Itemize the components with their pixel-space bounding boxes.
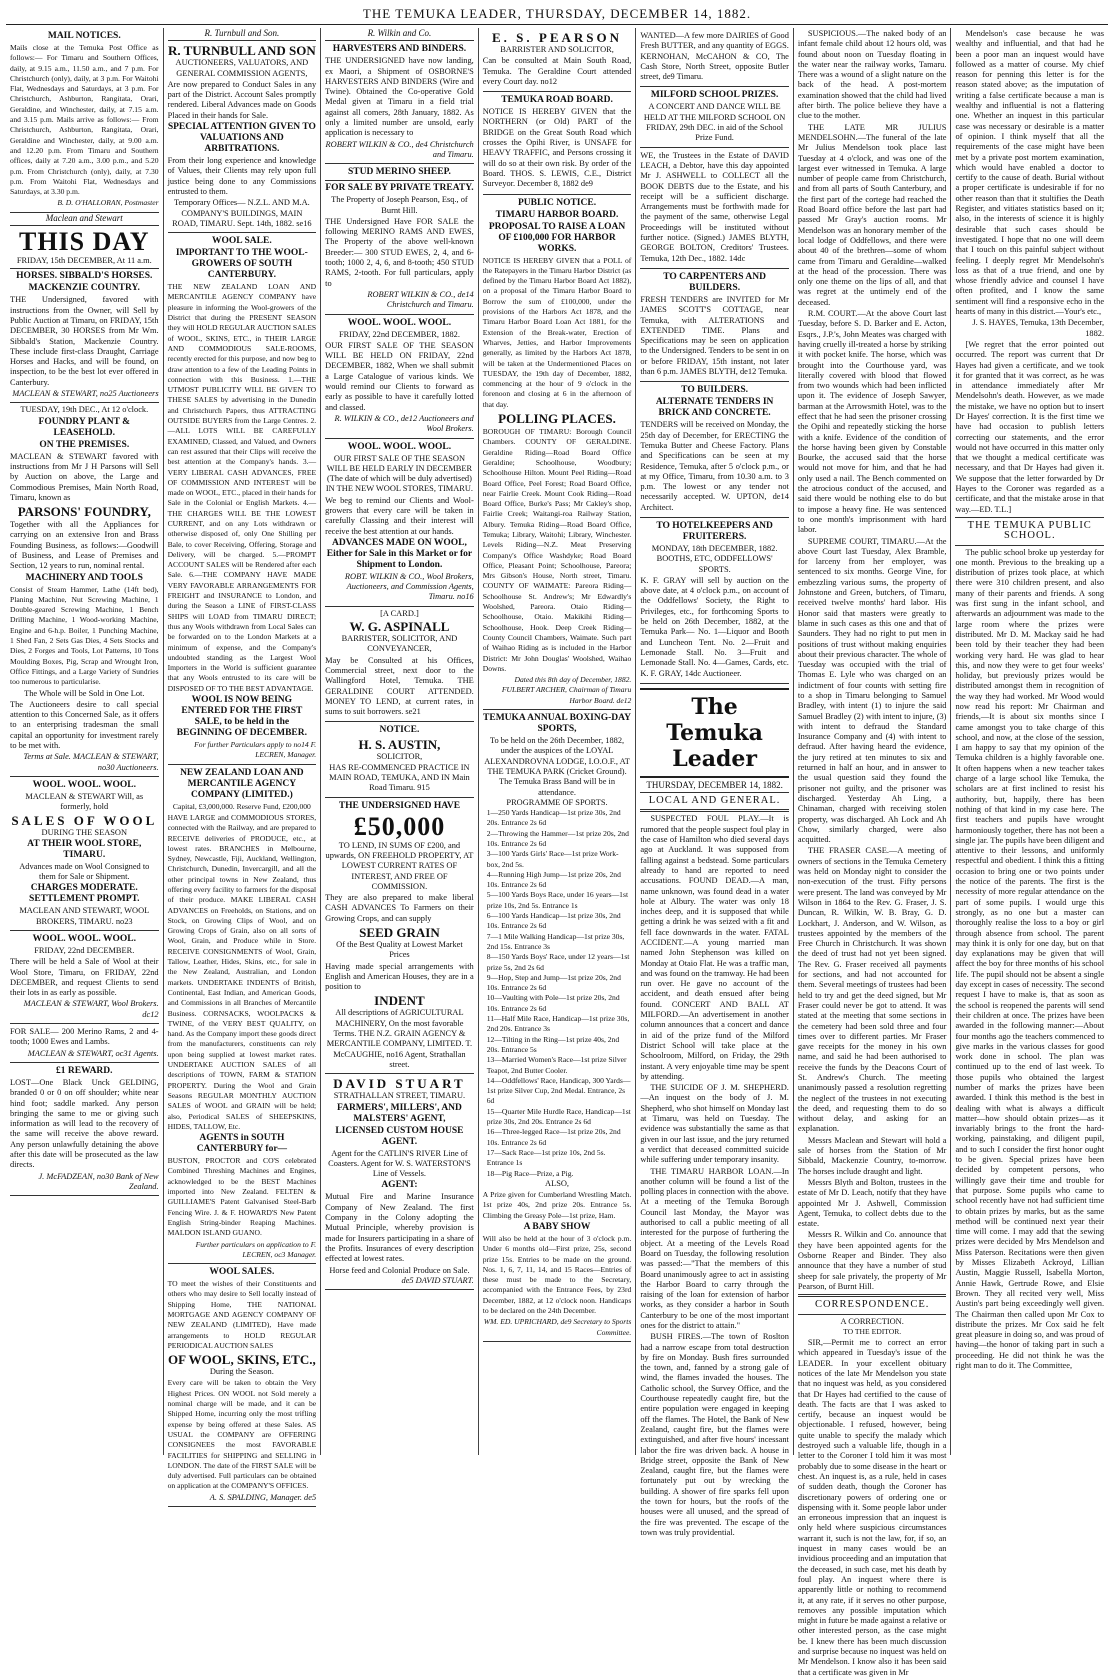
this-day-date: FRIDAY, 15th DECEMBER, At 11 a.m. — [16, 256, 152, 266]
stuart-signature: de5 DAVID STUART. — [401, 1275, 474, 1285]
stuart-agent: Agent for the CATLIN'S RIVER Line of Coasters. Agent for W. S. WATERSTON'S Line of Vessels. — [328, 1148, 471, 1179]
carpenters-heading: TO CARPENTERS AND BUILDERS. — [663, 271, 766, 293]
premises-heading: ON THE PREMISES. — [39, 439, 130, 450]
first-sale-2-text: We beg to remind our Clients and Wool-growers that every care will be taken in carefully Classing and their interest will receive the best attention at our hands. — [325, 495, 474, 536]
columns — [6, 28, 1108, 1677]
also-text: A Prize given for Cumberland Wrestling Match. 1st prize 40s, 2nd prize 20s. Entrance 5s. Climbing the Greasy Pole—1st prize, Ham. — [482, 1190, 632, 1220]
wool-ad-intro: MACLEAN & STEWART Will, as formerly, hold — [25, 791, 144, 812]
column-4 — [479, 28, 637, 1455]
column-6 — [794, 28, 952, 1677]
harbor-loan-heading: PROPOSAL TO RAISE A LOAN OF £100,000 FOR HARBOR WORKS. — [488, 221, 626, 254]
friday22-heading: FRIDAY, 22nd DECEMBER. — [34, 946, 135, 955]
whole-lot: The Whole will be Sold in One Lot. — [24, 688, 145, 698]
stuart-heading: DAVID STUART — [333, 1076, 466, 1092]
turnbull-sub: AUCTIONEERS, VALUATORS, AND GENERAL COMMISSION AGENTS, — [175, 58, 309, 78]
undersigned-heading: THE UNDERSIGNED HAVE — [338, 800, 461, 811]
parsons-foundry: PARSONS' FOUNDRY, — [17, 504, 151, 520]
austin-sub: SOLICITOR, — [376, 752, 423, 762]
stud-text-2: THE Undersigned Have FOR SALE the following MERINO RAMS AND EWES, The Property of the above well-known Breeder:— 300 STUD EWES, 2, 4, and 6-tooth; 1000 2, 4, 6, and 8-tooth; 450 STUD RAMS, 2-tooth. For full particulars, apply to — [325, 216, 474, 288]
tuesday-date: TUESDAY, 19th DEC., At 12 o'clock. — [20, 405, 149, 415]
money-amount: £50,000 — [353, 811, 446, 841]
stuart-sub-3: LICENSED CUSTOM HOUSE AGENT. — [335, 1125, 464, 1147]
maclean-text: Messrs Maclean and Stewart will hold a sale of horses from the Station of Mr Sibbald, Mackenzie Country, to-morrow. The horses include draught and light. — [797, 1135, 947, 1176]
harbor-heading: TIMARU HARBOR BOARD. — [495, 209, 619, 220]
wilkin-tag: R. Wilkin and Co. — [325, 28, 474, 41]
grain-agency-ad — [325, 798, 474, 1075]
pearson-sub: BARRISTER AND SOLICITOR, — [500, 45, 614, 54]
this-day-ad — [10, 226, 159, 403]
local-text: SUSPECTED FOUL PLAY.—It is rumored that the people suspect foul play in the case of Hamilton who died several days ago at Auckland. It was supposed from falling against a bedstead. Some particulars already to hand are reported to need accusations. FOUND DEAD.—A man, name unknown, was found dead in a water hole at Albury. The water was only 18 inches deep, and it is supposed that while getting a drink he was seized with a fit and fell face downwards in the water. FATAL ACCIDENT.—A young married man named John Stephenson was killed on Monday at Otaio Flat. He was a traffic man, and was found on the tramway. He had been run over. He gave no account of the accident, and death ensued after being found. CONCERT AND BALL AT MILFORD.—An advertisement in another column announces that a concert and dance in aid of the prize fund of the Milford District School will take place at the Schoolroom, Milford, on Friday, the 29th instant. A very enjoyable time may be spent by attending. — [640, 814, 789, 1081]
blyth-text: Messrs Blyth and Bolton, trustees in the estate of Mr D. Leach, notify that they have appointed Mr J. Ashwell, Commission Agent, Temuka, to collect debts due to the estate. — [797, 1177, 947, 1229]
pearson-heading: E. S. PEARSON — [492, 30, 623, 45]
gray-text: K. F. GRAY will sell by auction on the above date, at 4 o'clock p.m., on account of the Oddfellows' Society, the Right to Privileges, etc., for forthcoming Sports to be held on 26th December, 1882, at the Temuka Park— No. 1—Liquor and Booth and Luncheon Tent. No. 2—Fruit and Lemonade Stall. No. 3—Fruit and Lemonade Stall. No. 4—Games, Cards, etc. K. F. GRAY, 14dc Auctioneer. — [640, 575, 789, 678]
stud-heading: STUD MERINO SHEEP. — [348, 167, 451, 178]
public-school-text: The public school broke up yesterday for one month. Previous to the breaking up a distribution of prizes took place, at which there were 310 children present, and also many of their parents and friends. A song was first sung in the infant school, and afterwards an adjournment was made to the large room where the prizes were distributed. Mr D. M. Mackay said he had been told by their teacher they had been working very hard. He was glad to hear this, and now they were to get four weeks' holiday, but previously prizes would be distributed amongst them in recognition of the way they had worked. Mr Wood would now read his report: Mr Chairman and friends,—It is about six months since I came amongst you to take charge of this school, and now, at the close of the session, I am happy to say that my opinion of the Temuka children is a highly favorable one. It often happens when a new teacher takes charge of a large school like Temuka, the scholars are at first inclined to resist his authority, but, happily, there has been nothing of that kind in my case here. The first teachers and pupils have wrought harmoniously together, there has not been a single jar. The pupils have been diligent and attentive to their lessons, and uniformly respectful and obedient. I think this a fitting occasion to bring one or two points under the notice of the parents. The first is the necessity of more regular attendance on the part of some pupils. I would urge this strongly, as no one but a master can thoroughly realise the loss to a boy or girl through absence from school. The parent may think it is only for one day, but on that day explanations may be given that will affect the boy for three months of his school life. The pupil should not be absent a single day except in cases of necessity. The second request I have to make is, that as soon as the school is reopened the parents will send their children at once. The prizes have been awarded in the following manner:—About four months ago the teachers commenced to give marks in the various classes for good work done in school. The plan was continued up to the end of last week. To those pupils who obtained the largest number of marks the prizes have been awarded. I think this method is the best in dealing with what is always a difficult matter—how should obtain prizes—as it invariably brings to the front the hard-working, painstaking, and diligent pupil, and to such I consider the first honor ought to be given. Special prizes have been decided by competent persons, who willingly gave their time and trouble for that purpose. Some pupils who came to school recently have not had sufficient time to obtain prizes by marks, but as the same method will be continued next year their time will come. I may add that the sewing prizes were decided by Mrs Mendelson and Miss Paterson. Recitations were then given by Misses Elizabeth Ackroyd, Lillian Austin, Maggie Russell, Isabella Morton, Annie Hawk, Gertrude Rowe, and Elsie Brown. They all recited very well, Miss Austin's part being exceedingly well given. The Chairman then called upon Mr Cox to distribute the prizes. Mr Cox said he felt great pleasure in doing so, and was proud of having—the honor of taking part in such a proceeding. He did not think he was the right man to do it. The Committee, — [955, 547, 1105, 1370]
road-board-heading: TEMUKA ROAD BOARD. — [501, 95, 613, 106]
leader-date: THURSDAY, DECEMBER 14, 1882. — [640, 778, 789, 793]
turnbull-ad — [168, 41, 317, 233]
reward-heading: £1 REWARD. — [56, 1065, 113, 1076]
suspicious-text: SUSPICIOUS.—The naked body of an infant female child about 12 hours old, was found about noon on Tuesday floating in the water near the railway works, Tamaru. There was a wound of a slight nature on the back of the head. A post-mortem examination showed that the child had lived after birth. The police believe they have a clue to the mother. — [797, 29, 947, 121]
advances-heading: ADVANCES MADE ON WOOL, Either for Sale in this Market or for Shipment to London. — [326, 537, 473, 570]
foundry-ad — [10, 403, 159, 777]
column-1 — [6, 28, 164, 1455]
mail-notices-heading: MAIL NOTICES. — [47, 31, 121, 41]
private-treaty: FOR SALE BY PRIVATE TREATY. — [325, 183, 474, 194]
first-sale-2: OUR FIRST SALE OF THE SEASON WILL BE HELD EARLY IN DECEMBER (The date of which will be duly advertised) IN THE NEW WOOL STORES, TIMARU. — [325, 453, 473, 494]
list-item: 4—Running High Jump—1st prize 20s, 2nd 10s. Entrance 2s 6d — [486, 869, 621, 890]
stud-signature: ROBERT WILKIN & CO., de14 Christchurch and Timaru. — [367, 289, 474, 310]
austin-heading: H. S. AUSTIN, — [358, 737, 441, 753]
baby-signature: WM. ED. UPRICHARD, de9 Secretary to Sports Committee. — [483, 1317, 632, 1337]
column-3 — [321, 28, 479, 1455]
wilkin-wool-ad — [325, 315, 474, 439]
hotelkeepers-heading: TO HOTELKEEPERS AND FRUITERERS. — [656, 520, 773, 542]
editor-note: [We regret that the error pointed out occurred. The report was current that Dr Hayes had given a certificate, and we took it for granted that it was correct, as he was in attendance immediately after Mr Mendelsohn's death. However, as we made the mistake, we have no option but to insert Dr Hayes' correction. It is the first time we have had occasion to publish letters correcting our statements, and the error would not have occurred in this matter only that we thought a medical certificate was necessary, and that Dr Hayes had given it. We suppose that the letter forwarded by Dr Hayes to the Coroner was regarded as a certificate, and that the mistake arose in that way.—ED. T.L.] — [955, 339, 1105, 514]
leach-ad — [640, 148, 789, 269]
list-item: 17—Sack Race—1st prize 10s, 2nd 5s. Entrance 1s — [486, 1147, 606, 1168]
machinery-text: Consist of Steam Hammer, Lathe (14ft bed), Planing Machine, Nut Screwing Machine, 1 Double-geared Screwing Machine, 1 Bench Drilling Machine, 1 Wood-working Machine, Engine and 6-h.p. Boiler, 1 Punching Machine, 1 Shed Fan, 2 Sets Gas Dies, 4 Sets Stocks and Dies, 2 Forges and Tools, Lot Patterns, 10 Tons Moulding Boxes, Pig, Scrap and Wrought Iron, Office Fittings, and a Large Variety of Sundries too numerous to particularise. — [10, 584, 159, 687]
local-general-heading: LOCAL AND GENERAL. — [648, 795, 781, 807]
dated-signature: Dated this 8th day of December, 1882. FULBERT ARCHER, Chairman of Timaru Harbor Board. de12 — [501, 675, 632, 705]
special-text: From their long experience and knowledge of Values, their Clients may rely upon full justice being done to any Commissions entrusted to them. — [167, 156, 317, 196]
have-large-text: HAVE LARGE and COMMODIOUS STORES, connected with the Railway, and are prepared to RECEIVE deliveries of PRODUCE, etc., at lowest rates. BRANCHES in Melbourne, Sydney, Newcastle, Fiji, Auckland, Wellington, Christchurch, Dunedin, Invercargill, and all the other principal towns in New Zealand, thus offering every facility to farmers for the disposal of their produce. MAKE LIBERAL CASH ADVANCES on Freeholds, on Stations, and on Stock, on Growing Clips of Wool, and on Growing Crops of Grain, also on all sorts of Wool, Grain, and Produce while in Store. RECEIVE CONSIGNMENTS of Wool, Grain, Tallow, Leather, Hides, Skins, etc., for sale in the New Zealand, Australian, and London markets. UNDERTAKE INDENTS of British, Continental, East Indian, and American Goods, and Commissions in all Branches of Mercantile Business. CORNSACKS, WOOLPACKS & TWINE, of the VERY BEST QUALITY, on hand. As the Company import these goods direct from the manufacturers, constituents can rely upon being supplied at lowest market rates. UNDERTAKE AUCTION SALES of all descriptions of TOWN, FARM & STATION PROPERTY. During the Wool and Grain Seasons REGULAR MONTHLY AUCTION SALES of WOOL and GRAIN will be held; also, Periodical SALES of SHEEPSKINS, HIDES, TALLOW, Etc. — [167, 812, 317, 1131]
wool-sale-heading: WOOL SALE. — [212, 236, 272, 247]
wilkin-text: Messrs R. Wilkin and Co. announce that they have been appointed agents for the Osborne Reaper and Binder. They also announce that they have a number of stud sheep for sale privately, the property of Mr Pearson, of Burnt Hill. — [797, 1230, 947, 1291]
list-item: 5—100 Yards Boys Race, under 16 years—1st prize 10s, 2nd 5s. Entrance 1s — [486, 890, 629, 910]
mendelsohn-text: THE LATE MR JULIUS MENDELSOHN.—The funeral of the late Mr Julius Mendelson took place last Tuesday at 4 o'clock, and was one of the largest ever witnessed in Temuka. A large number of people came from Christchurch, and from all parts of South Canterbury, and the first part of the cortege had reached the Road Board office before the last part had passed Mr Gray's auction rooms. Mr Mendelson was an honorary member of the local lodge of Oddfellows, and there were about 40 of the brethren—some of whom came from Timaru and Geraldine—walked at the head of the procession. There was only one theme on the lips of all, and that was regret at the untimely end of the deceased. — [797, 122, 947, 307]
seed-text: Of the Best Quality at Lowest Market Prices — [336, 940, 463, 960]
supreme-court-text: SUPREME COURT, TIMARU.—At the above Court last Tuesday, Alex Bramble, for larceny from her employer, was sentenced to six months. George Vine, for embezzling various sums, the property of Johnstone and Green, butchers, of Timaru, received twelve months' hard labor. His Honor said that masters were greatly to blame in such cases as this one and that of Saunders. They had no right to put men in positions of trust without making enquiries about their previous character. The whole of Tuesday was occupied with the trial of Thomas E. Lyle who was charged on an indictment of four counts with setting fire to a shop in Timaru belonging to Samuel Bradley, with intent (1) to injure the said Samuel Bradley (2) with intent to injure, (3) with intent to defraud the Standard Insurance Company and (4) with intent to defraud. After having heard the evidence, the jury retired at ten minutes to six and returned in half an hour, and in answer to the usual question said they found the prisoner not guilty, and the prisoner was discharged. Yesterday Ah Ling, a Chinaman, charged with receiving stolen property, was discharged. Ah Lock and Ah Chow, similarly charged, were also acquitted. — [797, 536, 947, 845]
hayes-signature: J. S. HAYES, Temuka, 13th December, 1882. — [972, 318, 1105, 338]
machinery-heading: MACHINERY AND TOOLS — [25, 572, 143, 583]
alternate-tenders: ALTERNATE TENDERS IN BRICK AND CONCRETE. — [655, 397, 774, 419]
list-item: 16—Three-legged Race—1st prize 20s, 2nd 10s. Entrance 2s 6d — [486, 1127, 621, 1147]
indent-text: All descriptions of AGRICULTURAL MACHINERY, On the most favorable Terms. THE N.Z. GRAIN AGENCY & MERCANTILE COMPANY, LIMITED. T. McCAUGHIE, no16 Agent, Strathallan street. — [326, 1008, 473, 1069]
fraser-case-text: THE FRASER CASE.—A meeting of owners of sections in the Temuka Cemetery was held on Monday night to consider the non-execution of the trust. Fifty persons were present. The land was conveyed by Mr Wilson in 1864 to the Rev. G. Fraser, J. S. Duncan, R. Wilkin, W. B. Bray, G. D. Lockhart, J. Anderson, and W. Wilson, as trustees appointed by the members of the Free Church in Christchurch. It was shown the deed of trust had not yet been signed. The Rev. G. Fraser received all payments for sections, and had not accounted for them. Several meetings of trustees had been held to try and get the deed signed, but Mr Fraser could never be got to attend. It was stated at the meeting that some sections in the cemetery had been sold three and four times over to different parties. Mr Fraser gave receipts for the money in his own name, and said he had been authorised to receive the funds by the Deacons Court of St. Andrew's Church. The meeting unanimously passed a resolution regretting the neglect of the trustees in not executing the deed, and requesting them to do so without delay, and asking for an explanation. — [797, 846, 947, 1134]
nz-loan-heading: NEW ZEALAND LOAN AND MERCANTILE AGENCY COMPANY (LIMITED.) — [180, 767, 304, 800]
list-item: 6—100 Yards Handicap—1st prize 30s, 2nd 10s. Entrance 2s 6d — [486, 911, 621, 931]
harbor-text: NOTICE IS HEREBY GIVEN that a POLL of the Ratepayers in the Timaru Harbor District (as defined by the Timaru Harbor Board Act 1882), on a proposal of the Timaru Harbor Board to Borrow the sum of £100,000, under the provisions of the Harbors Act 1878, and the Timaru Harbor Board Loan Act 1881, for the Extension of the Break-water, Erection of Wharves, Jetties, and Harbor Improvements generally, as limited by the Harbors Act 1878, will be taken at the Undermentioned Places on TUESDAY, the 19th day of December, 1882, commencing at the hour of 9 o'clock in the forenoon and closing at 6 in the afternoon of that day. — [482, 255, 632, 409]
turnbull-text: Are now prepared to Conduct Sales in any part of the District. Account Sales promptly rendered. Liberal Advances made on Goods Placed in their hands for Sale. — [167, 79, 317, 120]
suicide-text: THE SUICIDE OF J. M. SHEPHERD.—An inquest on the body of J. M. Shepherd, who shot himself on Monday last at Timaru, was held on Tuesday. The evidence was substantially the same as that given in our last issue, and the jury returned a verdict that deceased committed suicide while suffering under temporary insanity. — [640, 1083, 789, 1165]
hotelkeepers-ad — [640, 518, 789, 684]
agents-heading: AGENTS in SOUTH CANTERBURY for— — [196, 1133, 288, 1155]
card-tag: [A CARD.] — [380, 608, 419, 618]
agent-heading: AGENT: — [381, 1180, 418, 1191]
seed-grain: SEED GRAIN — [359, 925, 440, 940]
foundry-text-2: Together with all the Appliances for carrying on an extensive Iron and Brass Founding Business, as follows:—Goodwill of Business, and Lease of Premises and Section, 12 years to run, nominal rental. — [10, 520, 159, 571]
charges: CHARGES MODERATE. SETTLEMENT PROMPT. — [29, 883, 140, 905]
programme-heading: PROGRAMME OF SPORTS. — [506, 797, 608, 807]
turnbull-heading: R. TURNBULL AND SON — [167, 43, 316, 59]
carpenters-ad — [640, 269, 789, 382]
list-item: 13—Married Women's Race—1st prize Silver Teapot, 2nd Butter Cooler. — [486, 1055, 627, 1075]
correspondence-text: SIR,—Permit me to correct an error which appeared in Tuesday's issue of the LEADER. In your excellent obituary notices of the late Mr Mendelson you state that no inquest was held, as you considered that Dr Hayes had certified to the cause of death. The facts are that I was asked to certify, because an inquest would be objectionable. I refused, however, being quite unable to specify the malady which destroyed such a valuable life, though in a letter to the Coroner I told him it was most probably due to some disease in the heart or chest. An inquest is, as a rule, held in cases of sudden death, though the Coroner has discretionary powers of ordering one or dispensing with it. Some people labor under an erroneous impression that an inquest is only held where suspicious circumstances warrant it, such is not the law, for, if so, an inquest in many cases would be an invidious proceeding and an imputation that the deceased, in such case, met his death by foul play. An inquest where there is apparently little or nothing to recommend it, at any rate, if it serves no other purpose, removes any possible imputation which might in future be made against a relative or other interested person, as the case might be. I knew there has been much discussion and surprise because no inquest was held on Mr Mendelson. I know also it has been said that a certificate was given in Mr — [797, 1338, 947, 1677]
monday-date: MONDAY, 18th DECEMBER, 1882. — [651, 543, 778, 553]
booths-heading: BOOTHS, ETC, ODDFELLOWS' SPORTS. — [656, 554, 773, 574]
list-item: 2—Throwing the Hammer—1st prize 20s, 2nd 10s. Entrance 2s 6d — [486, 828, 629, 848]
advances-signature: ROBT. WILKIN & CO., Wool Brokers, Auctioneers, and Commission Agents, Timaru. no16 — [344, 571, 474, 602]
column-7 — [951, 28, 1108, 1455]
band-text: The Temuka Brass Band will be in attendance. — [499, 777, 616, 797]
first-sale-text: OUR FIRST SALE OF THE SEASON WILL BE HELD ON FRIDAY, 22nd DECEMBER, 1882, When we shall submit a Large Catalogue of various kinds. We would remind our Clients to forward as early as possible to have it carefully lotted and classed. — [325, 340, 474, 412]
public-notice-heading: PUBLIC NOTICE. — [517, 197, 597, 208]
harvesters-ad — [325, 41, 474, 164]
polling-places: POLLING PLACES. — [498, 411, 616, 427]
for-sale-signature: MACLEAN & STEWART, oc31 Agents. — [27, 1048, 159, 1058]
first-sale-signature: R. WILKIN & CO., de12 Auctioneers and Wool Brokers. — [334, 413, 474, 434]
wilkin-friday22: FRIDAY, 22nd DECEMBER, 1882. — [338, 329, 460, 339]
list-item: 7—1 Mile Walking Handicap—1st prize 30s, 2nd 15s. Entrance 3s — [486, 931, 625, 951]
maclean-stewart-tag: Maclean and Stewart — [10, 213, 159, 226]
boxing-day-ad — [483, 710, 632, 1342]
further-particulars: For further Particulars apply to no14 F. LECREN, Manager. — [194, 740, 317, 760]
milford-ad — [640, 87, 789, 147]
column-2 — [164, 28, 322, 1502]
list-item: 10—Vaulting with Pole—1st prize 20s, 2nd 10s. Entrance 2s 6d — [486, 993, 620, 1013]
terms-signature: Terms at Sale. MACLEAN & STEWART, no30 Auctioneers. — [23, 752, 159, 772]
correspondence-continued: Mendelson's case because he was wealthy and influential, and that had he been a poor man an inquest would have followed as a matter of course. My chief reason for penning this letter is for the reason stated above; as the imputation of writing a false certificate because a man is wealthy and influential is not a flattering one. Whether an inquest in this particular case was necessary or desirable is a matter of opinion. I think myself that all the requirements of the case might have been met by a private post mortem examination, which would have enabled a doctor to certify to the cause of death. Burial without a proper certificate is undesirable if for no other reason than that it stultifies the Death Register, and vitiates statistics based on it; also, in the interests of science it is highly desirable that such cases should be investigated. I hope that no one will deem that I touch on this painful subject without feeling. I deeply regret Mr Mendelsohn's loss as that of a true friend, and one by whose friendly advice and counsel I have often profited, and I know the same sentiment will find a responsive echo in the hearts of many in this district.—Your's etc., — [955, 29, 1105, 317]
sales-of-wool: SALES OF WOOL — [11, 812, 158, 828]
mackenzie-heading: MACKENZIE COUNTRY. — [28, 283, 140, 294]
wilkin-wool-row: WOOL. WOOL. WOOL. — [347, 317, 452, 328]
reward-text: LOST—One Black Unck GELDING, branded 0 or 0 on off shoulder; white near hind foot; saddle marked. Any person bringing the same to me or giving such information as will lead to the recovery of the same will receive the above reward. Any person unlawfully detaining the above after this date will be prosecuted as the law directs. — [10, 1077, 159, 1170]
to-editor: TO THE EDITOR. — [843, 1326, 902, 1336]
rm-court-text: R.M. COURT.—At the above Court last Tuesday, before S. D. Barker and E. Acton, Esqrs., J.P.'s, John Meates was charged with having cruelly ill-treated a horse by striking it with pocket knife. The horse, which was brought into the Courthouse yard, was literally covered with blood that flowed from two wounds which had been inflicted upon it. The evidence of Joseph Sawyer, barman at the Arrowsmith Hotel, was to the effect that he had seen the prisoner crossing the Opihi and repeatedly sticking the horse with a knife. Evidence of the condition of the horse having been given by Constable Bourke, the accused said that the horse would not move for him, and that he had only used a nail. The Bench commented on the atrocious conduct of the accused, and said there would be nothing else to do but to impose a heavy fine. He was sentenced to one month's imprisonment with hard labor. — [797, 309, 947, 535]
of-wool-skins: OF WOOL, SKINS, ETC., — [168, 1352, 316, 1368]
mail-notices — [10, 28, 159, 213]
austin-ad — [325, 722, 474, 797]
for-sale-ad — [10, 1024, 159, 1063]
road-board-ad — [483, 92, 632, 194]
horses-text: THE Undersigned, favored with instructions from the Owner, will Sell by Public Auction at Timaru, on FRIDAY, 15th DECEMBER, 30 HORSES from Mr Wm. Sibbald's Station, Mackenzie Country. These include first-class Draught, Carriage Horses and Hacks, and will be found, on inspection, to be the best lot ever offered in Canterbury. — [10, 295, 159, 387]
spalding-signature: A. S. SPALDING, Manager. de5 — [209, 1492, 317, 1502]
agents-list: BUSTON, PROCTOR and CO'S celebrated Combined Threshing Machines and Engines, acknowledged to be the BEST Machines imported into New Zealand. FELTEN & GUILLIAME'S Patent Galvanised Steel-Barb Fencing Wire. J. & F. HOWARD'S New Patent English String-binder Reaping Machines. MALDON ISLAND GUANO. — [167, 1156, 317, 1238]
this-day-heading: THIS DAY — [18, 227, 150, 257]
harvesters-text: THE UNDERSIGNED have now landing, ex Maori, a Shipment of OSBORNE'S HARVESTERS AND BINDERS (Wire and Twine). Obtained the Co-operative Gold Medal given at Timaru in a field trial against all comers, 28th January, 1882. As only a limited number are unsold, early application is necessary to — [325, 56, 474, 138]
aspinall-text: May be Consulted at his Offices, Commercial street, next door to the Wallingford Hotel, Temuka. THE GERALDINE COURT ATTENDED. MONEY TO LEND, at current rates, in sums to suit borrowers. se21 — [325, 655, 474, 717]
nz-loan-wool-ad — [168, 233, 317, 764]
builders-text: TENDERS will be received on Monday, the 25th day of December, for ERECTING the Temuka Butter and Cheese Factory. Plans and Specifications can be seen at my Residence, Temuka, after 5 o'clock p.m., or at my Office, Timaru, from 10.30 a.m. to 3 p.m. The lowest or any tender not necessarily accepted. W. UPTON, de14 Architect. — [640, 420, 789, 512]
during-the-season: During the Season. — [209, 1367, 274, 1377]
advances-text: Advances made on Wool Consigned to them for Sale or Shipment. — [19, 861, 150, 882]
to-lend-text-2: They are also prepared to make liberal CASH ADVANCES To Farmers on their Growing Crops, and can supply — [325, 893, 474, 923]
list-item: 8—150 Yards Boys' Race, under 12 years—1st prize 5s, 2nd 2s 6d — [486, 952, 630, 972]
stud-merino-ad — [325, 164, 474, 314]
turnbull-tag: R. Turnbull and Son. — [168, 28, 317, 41]
wool-store: AT THEIR WOOL STORE, TIMARU. — [27, 838, 142, 860]
milford-heading: MILFORD SCHOOL PRIZES. — [650, 90, 779, 101]
boxing-text: To be held on the 26th December, 1882, under the auspices of the LOYAL ALEXANDROVNA LODGE, I.O.O.F., AT THE TEMUKA PARK (Cricket Ground). — [484, 736, 630, 776]
national-mortgage-ad — [168, 1264, 317, 1507]
harbor-loan-text: THE TIMARU HARBOR LOAN.—In another column will be found a list of the polling places in connection with the above. At a meeting of the Temuka Borough Council last Monday, the Mayor was authorised to call a public meeting of all interested for the purpose of furthering the object. At a meeting of the Levels Road Board on Tuesday, the following resolution was passed:—"That the members of this Board unanimously agree to act in assisting the Harbor Board to carry through the raising of the loan for extension of harbor works, as they consider a harbor in South Canterbury to be one of the most important ones for the district to attain." — [640, 1166, 789, 1330]
austin-text: HAS RE-COMMENCED PRACTICE IN MAIN ROAD, TEMUKA, AND IN Main Road Timaru. 915 — [329, 762, 470, 793]
builders-ad — [640, 382, 789, 518]
wilkin-wool-ad-2 — [325, 439, 474, 607]
list-item: 14—Oddfellows' Race, Handicap, 300 Yards—1st prize Silver Cup, 2nd Medal. Entrance, 2s 6d — [486, 1075, 631, 1106]
notice-heading: NOTICE. — [379, 725, 420, 736]
mail-notices-signature: B. D. O'HALLORAN, Postmaster — [57, 198, 159, 208]
harvesters-signature: ROBERT WILKIN & CO., de4 Christchurch and Timaru. — [325, 139, 474, 159]
wool-brokers: MACLEAN AND STEWART, WOOL BROKERS, TIMARU. no23 — [19, 906, 150, 926]
bush-fires-text: BUSH FIRES.—The town of Roslton had a narrow escape from total destruction by fire on Monday. Bush fires surrounded the town, and, fanned by a strong gale of wind, the flames invaded the houses. The Catholic school, the Survey Office, and the Courthouse repeatedly caught fire, but the entire population were engaged in keeping off the flames. The Hotel, the Bank of New Zealand, caught fire, but the flames were extinguished, and after five hours' incessant labor the fire was driven back. A house in Bridge street, opposite the Bank of New Zealand, caught fire, but the flames were fortunately put out by wrecking the building. A shower of fire sparks fell upon the town for hours, but the roofs of the houses were all unused, and the spread of the fire was prevented. The escape of the town was truly providential. — [640, 1332, 789, 1537]
reward-signature: J. McFADZEAN, no30 Bank of New Zealand. — [38, 1171, 159, 1191]
capital: Capital, £3,000,000. Reserve Fund, £200,000 — [172, 801, 311, 811]
wool-row: WOOL. WOOL. WOOL. — [32, 779, 136, 790]
reward-ad — [10, 1063, 159, 1196]
wanted-ad — [640, 28, 789, 87]
correspondence-heading: CORRESPONDENCE. — [814, 1299, 930, 1311]
list-item: 15—Quarter Mile Hurdle Race, Handicap—1st prize 30s, 2nd 20s. Entrance 2s 6d — [486, 1106, 631, 1127]
pearson-ad — [483, 28, 632, 92]
aspinall-sub: BARRISTER, SOLICITOR, AND CONVEYANCER, — [341, 634, 458, 654]
public-school-heading: THE TEMUKA PUBLIC SCHOOL. — [967, 519, 1092, 542]
further-particulars-2: Further particulars on application to F. LECREN, oc3 Manager. — [195, 1239, 317, 1259]
to-lend-text: TO LEND, IN SUMS OF £200, and upwards, ON FREEHOLD PROPERTY, AT LOWEST CURRENT RATES OF INTEREST, AND FREE OF COMMISSION. — [325, 840, 474, 891]
baby-show: A BABY SHOW — [523, 1221, 591, 1232]
harvesters-heading: HARVESTERS AND BINDERS. — [332, 44, 467, 55]
list-item: 18—Pig Race—Prize, a Pig. — [486, 1168, 574, 1178]
pearson-text: Can be consulted at Main South Road, Temuka. The Geraldine Court attended every Court day. no12 — [482, 56, 632, 86]
stuart-sub-2: FARMERS', MILLERS', AND MALSTERS' AGENT, — [336, 1102, 462, 1124]
programme-list — [483, 808, 632, 1179]
friday22-ad — [10, 931, 159, 1024]
boxing-heading: TEMUKA ANNUAL BOXING-DAY SPORTS, — [483, 713, 632, 735]
aspinall-ad — [325, 607, 474, 723]
also-heading: ALSO, — [545, 1178, 569, 1188]
during-season: DURING THE SEASON — [41, 827, 128, 837]
nz-loan-text: THE NEW ZEALAND LOAN AND MERCANTILE AGENCY COMPANY have pleasure in informing the Wool-growers of the District that during the PRESENT SEASON they will HOLD REGULAR AUCTION SALES of WOOL, SKINS, ETC., in THEIR LARGE AND COMMODIOUS SALE-ROOMS, recently erected for this purpose, and now beg to draw attention to a few of the Leading Points in connection with this Business. 1.—THE UTMOST PUBLICITY WILL BE GIVEN TO THESE SALES by advertising in the Dunedin and Christchurch Papers, thus ATTRACTING OUTSIDE BUYERS from the Large Centres. 2.—ALL LOTS WILL BE CAREFULLY EXAMINED, Classed, and Valued, and Owners can rest assured that their Clips will receive the best attention at the Company's hands. 3.—VERY LIBERAL CASH ADVANCES, FREE OF COMMISSION AND INTEREST will be made on WOOL, ETC., placed in their hands for Sale in the Colonial or English Markets. 4.—THE CHARGES WILL BE THE LOWEST CURRENT, and on any Lots withdrawn or otherwise disposed of, only One Shilling per Bale, to cover Receiving, Offering, Storage and Delivery, will be charged. 5.—PROMPT ACCOUNT SALES will be Rendered after each Sale. 6.—THE COMPANY HAVE MADE VERY FAVORABLE ARRANGEMENTS FOR FREIGHT and INSURANCE to London, and during the Season a LINE of FIRST-CLASS SHIPS will LOAD from TIMARU DIRECT; thus any Wools withdrawn from Local Sales can be forwarded on to the London Markets at a minimum of expense, and the Company's undoubted standing as the Largest Wool Importers in the World is sufficient guarantee that any Wools entrusted to its care will be DISPOSED OF TO THE BEST ADVANTAGE. — [167, 282, 317, 693]
wool-opening: WOOL IS NOW BEING ENTERED FOR THE FIRST SALE, to be held in the BEGINNING OF DECEMBER. — [176, 695, 308, 739]
wool-sales-text: TO meet the wishes of their Constituents and others who may desire to Sell locally instead of Shipping Home, THE NATIONAL MORTGAGE AND AGENCY COMPANY OF NEW ZEALAND (LIMITED), Have made arrangements to HOLD REGULAR PERIODICAL AUCTION SALES — [167, 1279, 317, 1350]
foundry-text: MACLEAN & STEWART favored with instructions from Mr J H Parsons will Sell by Auction on above, the Large and Commodious Premises, Main North Road, Timaru, known as — [10, 451, 159, 502]
aspinall-heading: W. G. ASPINALL — [349, 619, 450, 635]
seed-text-2: Having made special arrangements with English and American Houses, they are in a position to — [325, 961, 474, 992]
masthead: THE TEMUKA LEADER, THURSDAY, DECEMBER 14, 1882. — [6, 4, 1108, 25]
wanted-text: WANTED—A few more DAIRIES of Good Fresh BUTTER, and any quantity of EGGS. KERNOHAN, McCAHON & CO, The Cash Store, North Street, opposite Butler street, de9 Timaru. — [640, 31, 789, 82]
leach-text: WE, the Trustees in the Estate of DAVID LEACH, a Debtor, have this day appointed Mr J. ASHWELL to COLLECT all the BOOK DEBTS due to the Estate, and his receipt will be a sufficient discharge. Arrangements must be forthwith made for the payment of the same, otherwise Legal Proceedings will be instituted without further notice. (Signed.) JAMES BLYTH, GEORGE BOLTON, Creditors' Trustees. Temuka, 12th Dec., 1882. 14dc — [640, 150, 789, 263]
list-item: 12—Tilting in the Ring—1st prize 40s, 2nd 20s. Entrance 5s — [486, 1034, 620, 1054]
indent-heading: INDENT — [374, 993, 425, 1009]
column-5 — [636, 28, 794, 1537]
wool-sales-text-2: Every care will be taken to obtain the Very Highest Prices. ON WOOL not Sold merely a nominal charge will be made, and it can be Shipped Home, incurring only the most trifling expense by being offered at these Sales. AS USUAL the COMPANY are OFFERING CONSIGNEES the most FAVORABLE FACILITIES for SHIPPING and SELLING in LONDON. The date of the FIRST SALE will be duly advertised. Full particulars can be obtained on application at the COMPANY'S OFFICES. — [167, 1378, 317, 1491]
correction-heading: A CORRECTION. — [840, 1316, 904, 1326]
wool-row-2: WOOL. WOOL. WOOL. — [32, 934, 136, 944]
mail-notices-text: Mails close at the Temuka Post Office as follows:— For Timaru and Southern Offices, daily, at 9.15 a.m., 11.50 a.m., and 7 p.m. For Christchurch (only), daily, at 3 p.m. For Waitohi Flat, Wednesdays and Saturdays, at 3 p.m. For Christchurch, Ashburton, Rangitata, Orari, Geraldine, and Winchester, daily, at 7.15 a.m. and 3.15 p.m. Mails arrive as follows:— From Christchurch, Ashburton, Rangitata, Orari, Geraldine and Winchester, daily, at 9.00 a.m. and 12.20 p.m. From Timaru and Southern offices, daily at 7.20 a.m., 3.00 p.m., and 5.20 p.m. From Christchurch (only), daily, at 7.30 p.m. From Waitohi Flat, Wednesdays and Saturdays, at 3.30 p.m. — [10, 43, 159, 197]
polling-list: BOROUGH OF TIMARU: Borough Council Chambers. COUNTY OF GERALDINE. Geraldine Riding—Road Board Office Geraldine; Schoolhouse, Woodbury; Schoolhouse Hilton. Mount Peel Riding—Road Board Office, Peel Forest; Road Board Office, near Fairlie Creek. Mount Cook Riding—Road Board Office, Burke's Pass; Mr Cakley's shop, Fairlie Creek; Waitangi-roa Railway Station, Albury. Temuka Riding—Road Board Office, Temuka; Library, Waitohi; Library, Winchester. Levels Riding—N.Z. Meat Preserving Company's Office Washdyke; Road Board Office, Pleasant Point; Schoolhouse, Pareora; Mrs Gibson's House, North street, Timaru. COUNTY OF WAIMATE: Pareora Riding—Schoolhouse St. Andrew's; Mr Edwardly's Woolshed, Pareora. Otaio Riding—Schoolhouse, Otaio. Makikihi Riding—Schoolhouse, Hook. Deep Creek Riding—County Council Chambers, Waimate. Such part of Waihao Riding as is included in the Harbor District: Mr John Douglas' Woolshed, Waihao Downs. — [482, 427, 632, 673]
agent-text: Mutual Fire and Marine Insurance Company of New Zealand. The first Company in the Colony adopting the Mutual Principle, whereby provision is made for Insurers participating in a share of the Profits. Insurances of every description effected at lowest rates. — [325, 1192, 474, 1264]
wilkin-wool-row-2: WOOL. WOOL. WOOL. — [347, 441, 452, 452]
horses-signature: MACLEAN & STEWART, no25 Auctioneers — [12, 389, 159, 399]
foundry-heading: FOUNDRY PLANT & LEASEHOLD. — [38, 416, 131, 438]
concert-text: A CONCERT AND DANCE WILL BE HELD AT THE MILFORD SCHOOL ON FRIDAY, 29th DEC. in aid of the School Prize Fund. — [643, 102, 786, 143]
list-item: 9—Hop, Step and Jump—1st prize 20s, 2nd 10s. Entrance 2s 6d — [486, 972, 621, 993]
special-attention: SPECIAL ATTENTION GIVEN TO VALUATIONS AND ARBITRATIONS. — [167, 122, 316, 155]
harbor-board-ad — [483, 195, 632, 710]
auctioneers-text: The Auctioneers desire to call special attention to this Concerned Sale, as it offers to an enterprising tradesman the small capital an opportunity for investment rarely to be met with. — [10, 699, 159, 751]
important-heading: IMPORTANT TO THE WOOL-GROWERS OF SOUTH CANTERBURY. — [175, 248, 308, 281]
carpenters-text: FRESH TENDERS are INVITED for Mr JAMES SCOTT'S COTTAGE, near Temuka, with ALTERATIONS and EXTENDED TIME. Plans and Specifications may be seen on application to the Undersigned. Tenders to be sent in on or before FRIDAY, 15th instant, not later than 6 p.m. JAMES BLYTH, de12 Temuka. — [640, 294, 789, 377]
friday22-signature: MACLEAN & STEWART, Wool Brokers. dc12 — [23, 999, 159, 1019]
road-board-text: NOTICE IS HEREBY GIVEN that the NORTHERN (or Old) PART of the BRIDGE on the Great South Road which crosses the Opihi River, is UNSAFE for HEAVY TRAFFIC, and Persons crossing it will do so at their own risk. By order of the Board. THOS. S. LEWIS, C.E., District Surveyor. December 8, 1882 de9 — [482, 107, 632, 189]
leader-title: The Temuka Leader — [640, 688, 789, 778]
temporary-offices: Temporary Offices— N.Z.L. AND M.A. COMPANY'S BUILDINGS, MAIN ROAD, TIMARU. Sept. 14th, 1882. se16 — [172, 198, 312, 228]
stud-text: The Property of Joseph Pearson, Esq., of Burnt Hill. — [331, 195, 468, 215]
list-item: 11—Half Mile Race, Handicap—1st prize 30s, 2nd 20s. Entrance 3s — [486, 1014, 630, 1034]
horses-heading: HORSES. SIBBALD'S HORSES. — [16, 271, 153, 282]
for-sale-text: FOR SALE— 200 Merino Rams, 2 and 4-tooth; 1000 Ewes and Lambs. — [10, 1027, 159, 1047]
horse-feed: Horse feed and Colonial Produce on Sale. — [329, 1265, 470, 1275]
wool-sales-heading: WOOL SALES. — [209, 1267, 275, 1278]
stuart-sub: STRATHALLAN STREET, TIMARU. — [333, 1091, 466, 1101]
list-item: 3—100 Yards Girls' Race—1st prize Work-box, 2nd 5s. — [486, 849, 619, 869]
friday22-text: There will be held a Sale of Wool at their Wool Store, Timaru, on FRIDAY, 22nd DECEMBER, and request Clients to send their lots in as early as possible. — [10, 957, 159, 998]
builders-heading: TO BUILDERS. — [681, 385, 749, 396]
baby-text: Will also be held at the hour of 3 o'clock p.m. Under 6 months old—First prize, 25s, second prize 15s. Entries to be made on the ground. Nos. 1, 6, 7, 11, 14, and 15 Races—Entries of these must be made to the Secretary, accompanied with the Entrance Fees, by 23rd December, 1882, at 12 o'clock noon. Handicaps to be declared on the 24th December. — [482, 1233, 632, 1316]
stuart-ad — [325, 1074, 474, 1290]
wool-sales-ad — [10, 777, 159, 931]
nz-loan-company-ad — [168, 765, 317, 1264]
list-item: 1—250 Yards Handicap—1st prize 30s, 2nd 20s. Entrance 2s 6d — [486, 808, 621, 828]
